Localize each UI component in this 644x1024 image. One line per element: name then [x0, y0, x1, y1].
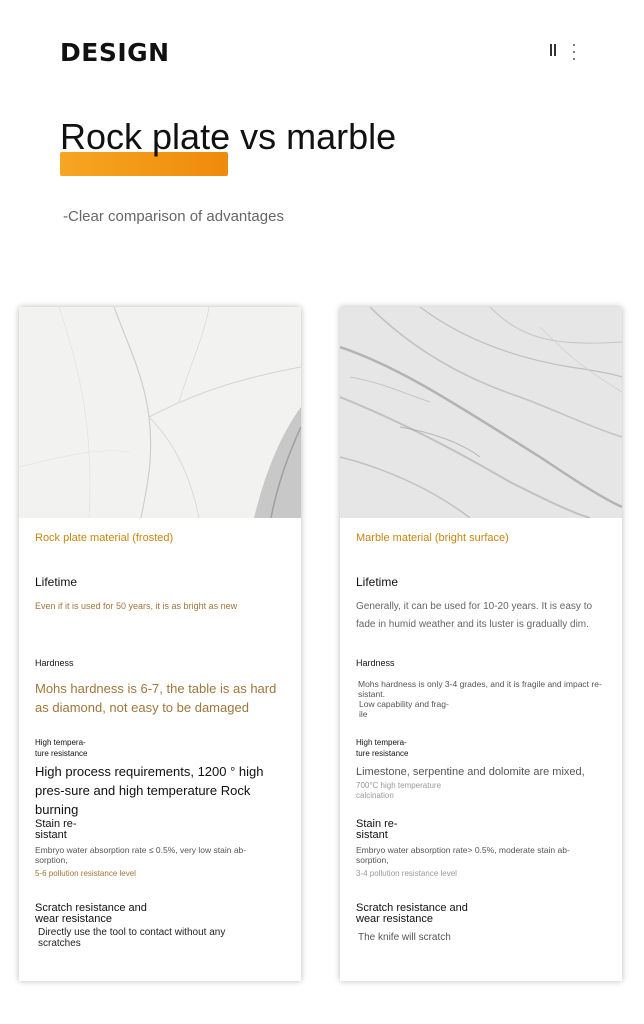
- marble-card: [340, 307, 622, 981]
- more-options-icon[interactable]: [573, 44, 577, 62]
- lifetime-text: Generally, it can be used for 10-20 years. It is easy to fade in humid weather and its luster is gradually dim.: [356, 601, 593, 630]
- stain-heading: Stain re-sistant: [35, 818, 77, 841]
- stain-text: Embryo water absorption rate ≤ 0.5%, very low stain ab-sorption,: [35, 845, 247, 865]
- high-temp-text: Limestone, serpentine and dolomite are mixed,: [356, 766, 585, 778]
- high-temp-note: 700°C high temperature calcination: [356, 781, 442, 800]
- scratch-heading: Scratch resistance and wear resistance: [356, 902, 468, 925]
- stain-note: 3-4 pollution resistance level: [356, 869, 457, 878]
- lifetime-heading: Lifetime: [356, 575, 399, 589]
- hardness-text: Mohs hardness is 6-7, the table is as hard as diamond, not easy to be damaged: [35, 681, 277, 715]
- hardness-heading: Hardness: [35, 658, 74, 668]
- page-title: Rock plate vs marble: [60, 116, 397, 157]
- hardness-text: Mohs hardness is only 3-4 grades, and it is fragile and impact re-sistant.: [358, 679, 602, 699]
- hardness-text-2: Low capability and frag-ile: [359, 699, 449, 719]
- hardness-heading: Hardness: [356, 658, 395, 668]
- material-label: Rock plate material (frosted): [35, 532, 174, 544]
- scratch-text: The knife will scratch: [358, 932, 451, 943]
- brand-logo[interactable]: DESIGN: [60, 38, 170, 67]
- hero-title-block: [60, 112, 396, 162]
- scratch-heading: Scratch resistance and wear resistance: [35, 902, 147, 925]
- material-label: Marble material (bright surface): [356, 532, 509, 544]
- high-temp-text: High process requirements, 1200 ° high pres-sure and high temperature Rock burning: [35, 764, 264, 817]
- rock-plate-card: [19, 307, 301, 981]
- rock-plate-image: [19, 307, 301, 518]
- scratch-text: Directly use the tool to contact without any scratches: [38, 927, 226, 949]
- lifetime-text: Even if it is used for 50 years, it is as bright as new: [35, 601, 238, 611]
- page-subtitle: -Clear comparison of advantages: [63, 208, 284, 225]
- stain-note: 5-6 pollution resistance level: [35, 869, 136, 878]
- high-temp-heading: High tempera-ture resistance: [356, 738, 409, 758]
- marble-image: [340, 307, 622, 518]
- stain-text: Embryo water absorption rate> 0.5%, moderate stain ab-sorption,: [356, 845, 570, 865]
- lifetime-heading: Lifetime: [35, 575, 78, 589]
- high-temp-heading: High tempera-ture resistance: [35, 738, 88, 758]
- stain-heading: Stain re-sistant: [356, 818, 398, 841]
- menu-icon[interactable]: [548, 44, 558, 58]
